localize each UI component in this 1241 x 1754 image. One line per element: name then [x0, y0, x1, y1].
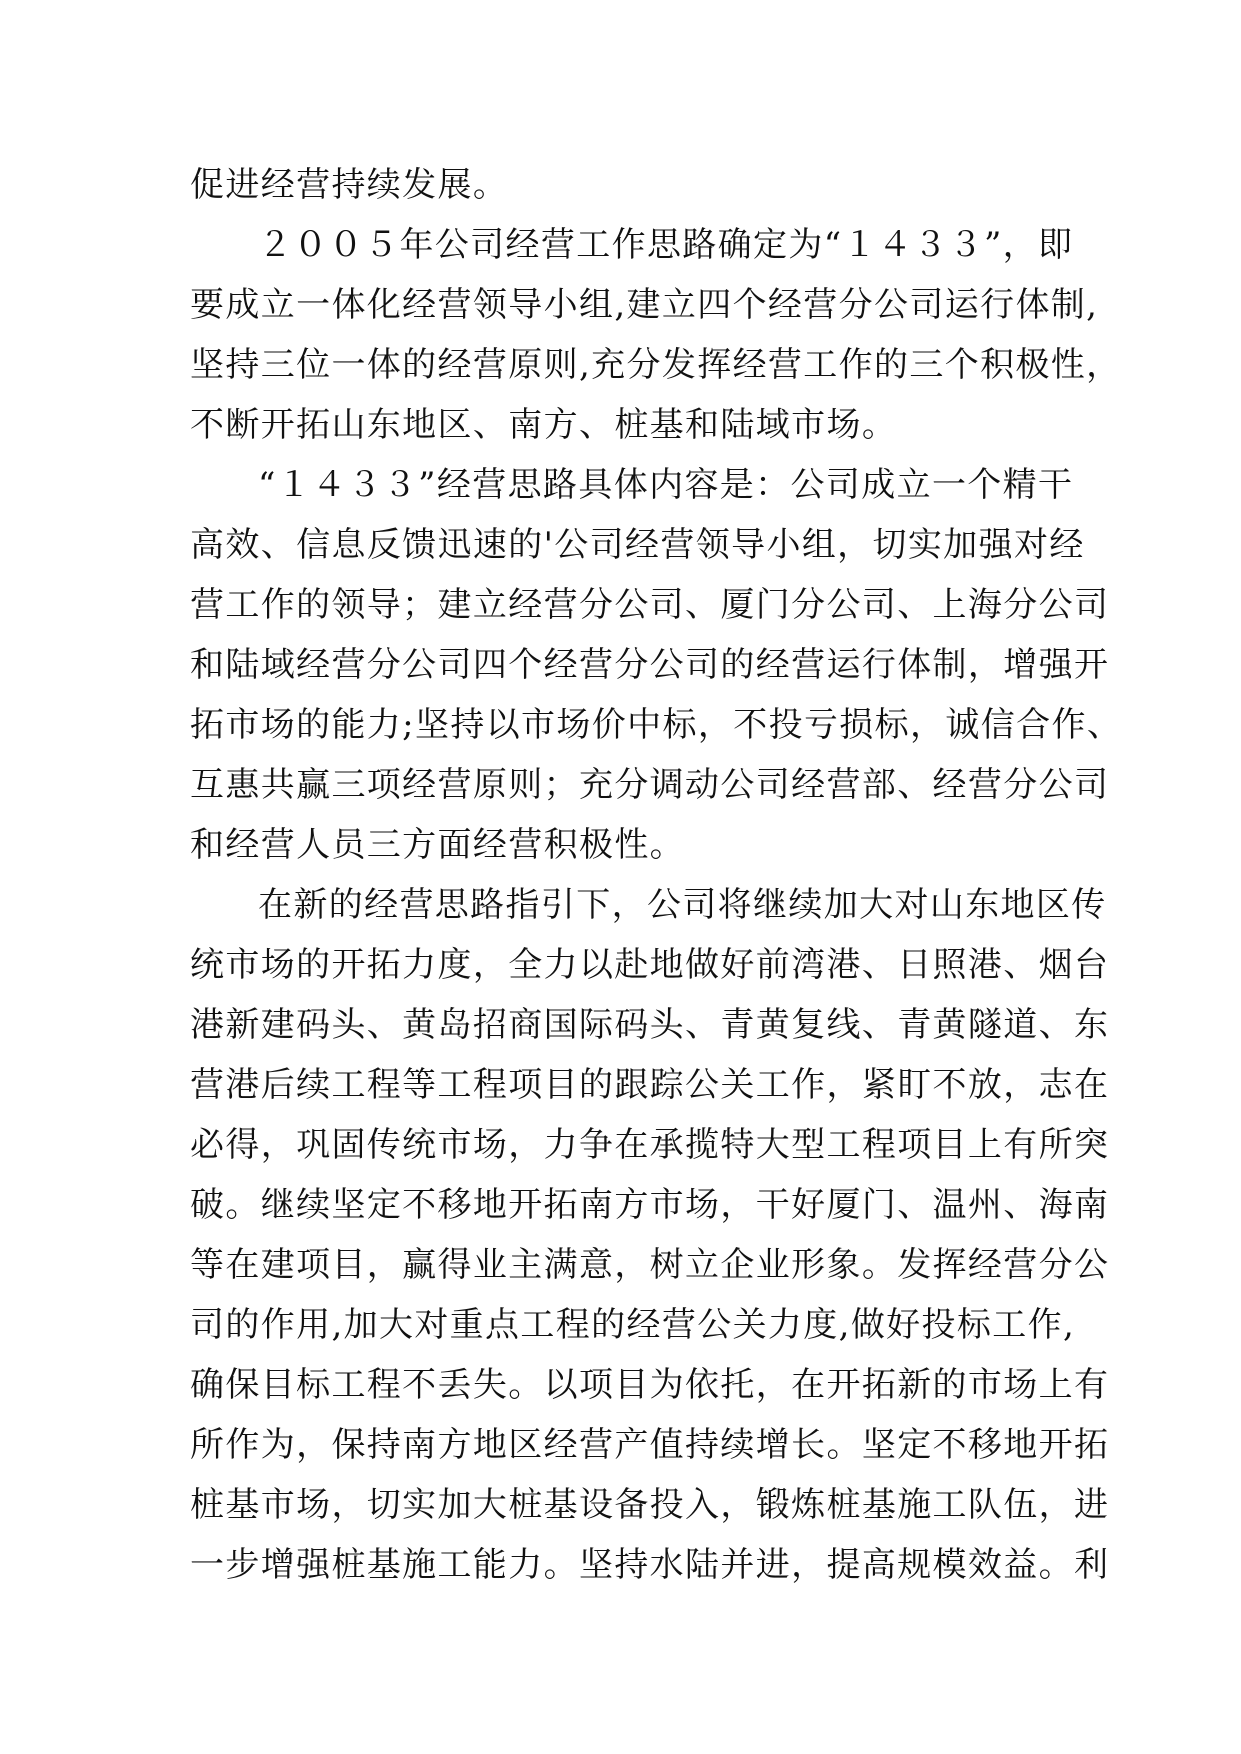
- text-line: 在新的经营思路指引下，公司将继续加大对山东地区传: [258, 885, 1107, 925]
- text-line: “１４３３”经营思路具体内容是：公司成立一个精干: [258, 465, 1074, 505]
- text-line: 营工作的领导；建立经营分公司、厦门分公司、上海分公司: [190, 585, 1110, 625]
- text-line: 等在建项目，赢得业主满意，树立企业形象。发挥经营分公: [190, 1245, 1110, 1285]
- text-line: 促进经营持续发展。: [190, 165, 509, 205]
- text-line: 互惠共赢三项经营原则；充分调动公司经营部、经营分公司: [190, 765, 1110, 805]
- text-line: 必得，巩固传统市场，力争在承揽特大型工程项目上有所突: [190, 1125, 1110, 1165]
- text-line: 确保目标工程不丢失。以项目为依托，在开拓新的市场上有: [190, 1365, 1110, 1405]
- text-line: 高效、信息反馈迅速的'公司经营领导小组，切实加强对经: [190, 525, 1085, 565]
- text-line: 司的作用,加大对重点工程的经营公关力度,做好投标工作,: [190, 1305, 1076, 1345]
- text-line: 拓市场的能力;坚持以市场价中标，不投亏损标，诚信合作、: [190, 705, 1123, 745]
- text-line: 一步增强桩基施工能力。坚持水陆并进，提高规模效益。利: [190, 1545, 1110, 1585]
- text-line: 要成立一体化经营领导小组,建立四个经营分公司运行体制,: [190, 285, 1099, 325]
- text-line: 坚持三位一体的经营原则,充分发挥经营工作的三个积极性，: [190, 345, 1122, 385]
- text-line: 不断开拓山东地区、南方、桩基和陆域市场。: [190, 405, 898, 445]
- text-line: 和经营人员三方面经营积极性。: [190, 825, 686, 865]
- text-line: 统市场的开拓力度，全力以赴地做好前湾港、日照港、烟台: [190, 945, 1110, 985]
- text-line: 破。继续坚定不移地开拓南方市场，干好厦门、温州、海南: [190, 1185, 1110, 1225]
- text-line: 所作为，保持南方地区经营产值持续增长。坚定不移地开拓: [190, 1425, 1110, 1465]
- text-line: 桩基市场，切实加大桩基设备投入，锻炼桩基施工队伍，进: [190, 1485, 1110, 1525]
- document-body: [190, 155, 1123, 1595]
- text-line: 和陆域经营分公司四个经营分公司的经营运行体制，增强开: [190, 645, 1110, 685]
- text-line: 港新建码头、黄岛招商国际码头、青黄复线、青黄隧道、东: [190, 1005, 1110, 1045]
- text-line: ２００５年公司经营工作思路确定为“１４３３”，即: [258, 225, 1074, 265]
- text-line: 营港后续工程等工程项目的跟踪公关工作，紧盯不放，志在: [190, 1065, 1110, 1105]
